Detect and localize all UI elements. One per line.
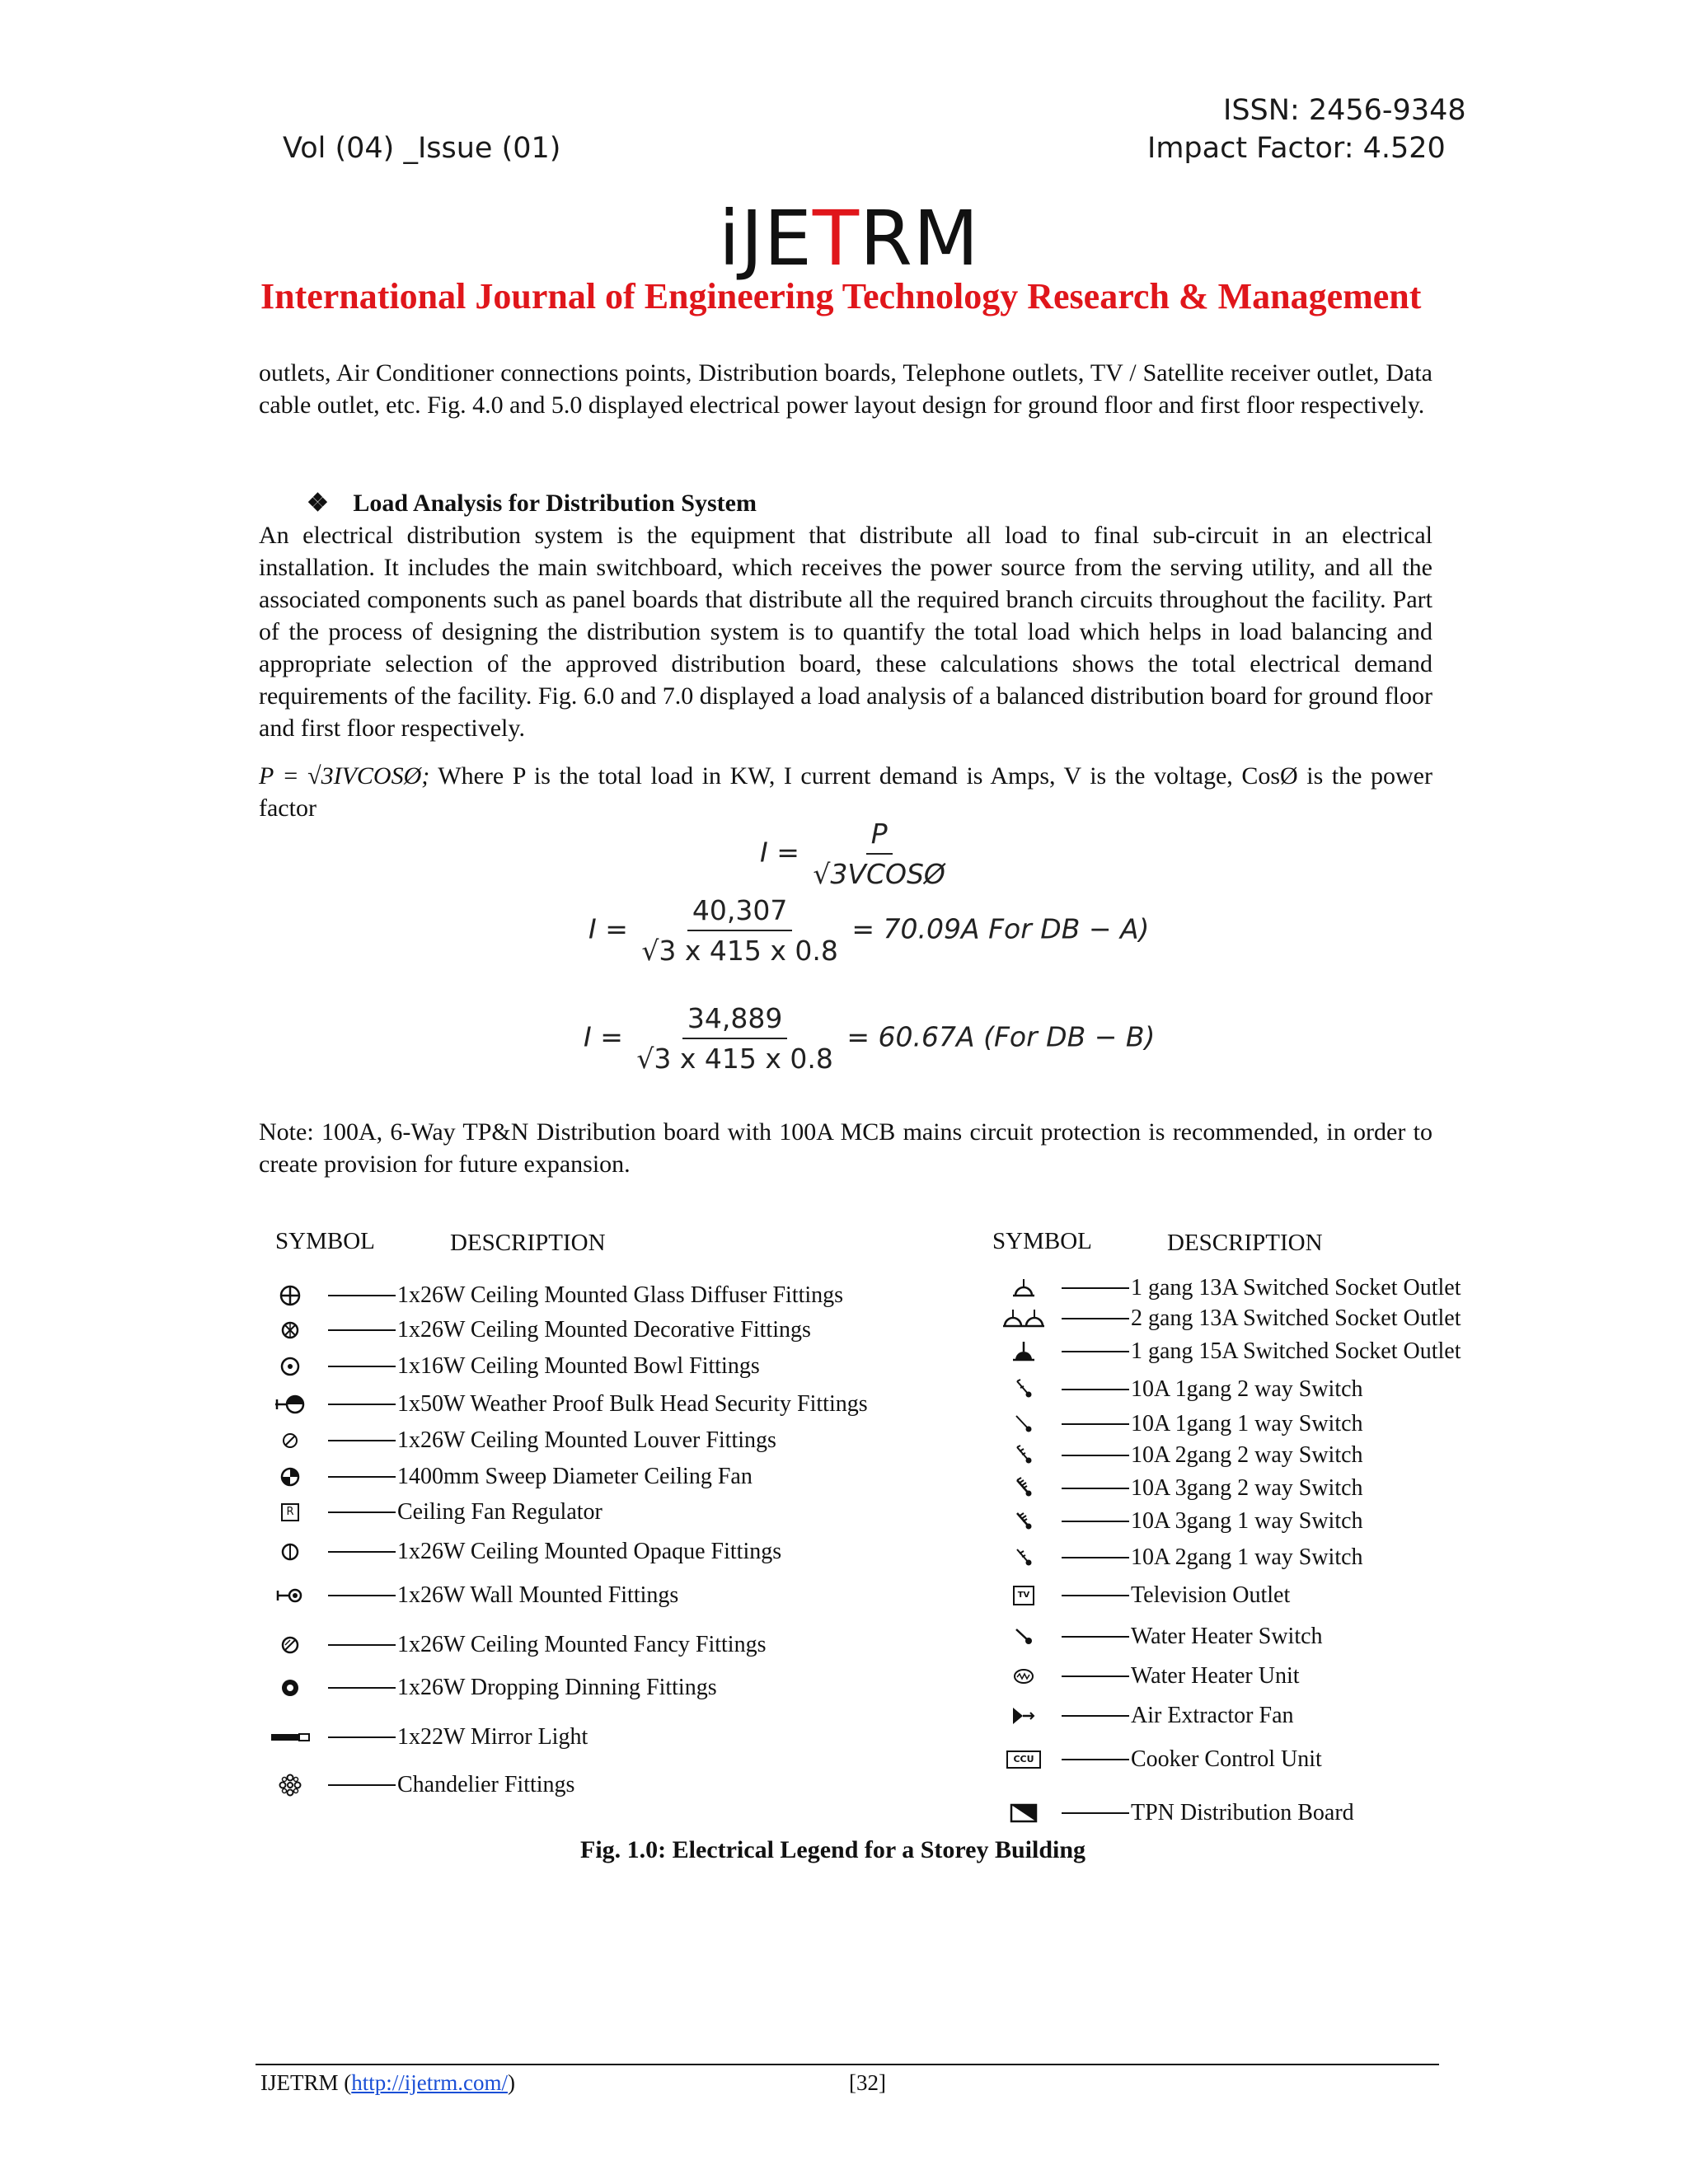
- fancy-fitting-icon: [265, 1631, 315, 1659]
- hatched-circle-icon: [265, 1316, 315, 1344]
- paragraph-formula: P = √3IVCOSØ; Where P is the total load in KW, I current demand is Amps, V is the voltage, CosØ is the power factor: [259, 762, 1432, 822]
- legend-row: Chandelier Fittings: [265, 1769, 574, 1802]
- socket-2gang-icon: [999, 1305, 1048, 1333]
- legend-row: 10A 2gang 2 way Switch: [999, 1439, 1363, 1472]
- legend-symbol-header-right: SYMBOL: [992, 1228, 1092, 1254]
- socket-15a-icon: [999, 1338, 1048, 1366]
- legend-row: Water Heater Unit: [999, 1660, 1300, 1693]
- legend-row: R Ceiling Fan Regulator: [265, 1496, 603, 1529]
- paragraph-note: Note: 100A, 6-Way TP&N Distribution board with 100A MCB mains circuit protection is recommended, in order to create provision for future expansion.: [259, 1118, 1432, 1178]
- diamond-bullet-icon: ❖: [307, 490, 329, 517]
- legend-row: 10A 1gang 1 way Switch: [999, 1408, 1363, 1441]
- circle-dot-icon: [265, 1352, 315, 1380]
- legend-row: TPN Distribution Board: [999, 1797, 1354, 1830]
- legend-description-header-left: DESCRIPTION: [450, 1230, 606, 1256]
- legend-row: 1x16W Ceiling Mounted Bowl Fittings: [265, 1350, 760, 1383]
- circle-slash-icon: [265, 1427, 315, 1455]
- paragraph-outlets: outlets, Air Conditioner connections points, Distribution boards, Telephone outlets, TV / Satellite receiver outlet, Data cable outlet, etc. Fig. 4.0 and 5.0 displayed electrical power layout design for ground floor and first floor respectively.: [259, 359, 1432, 419]
- legend-row: 10A 2gang 1 way Switch: [999, 1541, 1363, 1574]
- legend-row: 1x26W Ceiling Mounted Opaque Fittings: [265, 1535, 781, 1568]
- socket-1gang-icon: [999, 1274, 1048, 1302]
- tpn-board-icon: [999, 1799, 1048, 1827]
- issn-text: ISSN: 2456-9348: [1223, 94, 1466, 127]
- legend-row: 10A 1gang 2 way Switch: [999, 1373, 1363, 1406]
- legend-row: 1x26W Wall Mounted Fittings: [265, 1579, 678, 1612]
- switch-3g1w-icon: [999, 1507, 1048, 1535]
- impact-factor-text: Impact Factor: 4.520: [1147, 132, 1446, 165]
- journal-logo: iJETRM: [719, 194, 980, 283]
- legend-symbol-header-left: SYMBOL: [275, 1228, 375, 1254]
- journal-website-link[interactable]: http://ijetrm.com/: [351, 2070, 508, 2095]
- legend-row: 1x22W Mirror Light: [265, 1721, 588, 1754]
- regulator-icon: R: [265, 1498, 315, 1526]
- legend-row: 1 gang 15A Switched Socket Outlet: [999, 1335, 1461, 1368]
- dropping-fitting-icon: [265, 1674, 315, 1702]
- legend-row: 1x26W Ceiling Mounted Glass Diffuser Fittings: [265, 1279, 843, 1312]
- footer-rule: [256, 2064, 1439, 2065]
- extractor-fan-icon: [999, 1702, 1048, 1730]
- legend-row: 1x50W Weather Proof Bulk Head Security Fittings: [265, 1388, 868, 1421]
- legend-row: 1x26W Ceiling Mounted Louver Fittings: [265, 1424, 776, 1457]
- legend-row: 1400mm Sweep Diameter Ceiling Fan: [265, 1460, 753, 1493]
- figure-caption: Fig. 1.0: Electrical Legend for a Storey Building: [580, 1836, 1086, 1863]
- paragraph-distribution: An electrical distribution system is the equipment that distribute all load to final sub-circuit in an electrical installation. It includes the main switchboard, which receives the power source from the serving utility, and all the associated components such as panel boards that distribute all the required branch circuits throughout the facility. Part of the process of designing the distribution system is to quantify the total load which helps in load balancing and appropriate selection of the approved distribution board, these calculations shows the total electrical demand requirements of the facility. Fig. 6.0 and 7.0 displayed a load analysis of a balanced distribution board for ground floor and first floor respectively.: [259, 522, 1432, 742]
- volume-issue-text: Vol (04) _Issue (01): [283, 132, 561, 165]
- circle-cross-icon: [265, 1282, 315, 1310]
- section-heading: ❖ Load Analysis for Distribution System: [307, 490, 757, 517]
- opaque-fitting-icon: [265, 1538, 315, 1566]
- switch-3g2w-icon: [999, 1474, 1048, 1502]
- switch-1g1w-icon: [999, 1410, 1048, 1438]
- inline-formula: P = √3IVCOSØ;: [259, 762, 430, 790]
- legend-row: CCU Cooker Control Unit: [999, 1743, 1322, 1776]
- equation-db-b: I = $\frac{34,889}{√3 x 415 x 0.8}$ = 60.67A (For DB − B): [584, 1002, 1156, 1075]
- bulkhead-icon: [265, 1390, 315, 1418]
- legend-row: Water Heater Switch: [999, 1620, 1323, 1653]
- switch-2g1w-icon: [999, 1544, 1048, 1572]
- legend-row: 1x26W Ceiling Mounted Fancy Fittings: [265, 1629, 766, 1661]
- switch-1g2w-icon: [999, 1376, 1048, 1404]
- legend-row: 1x26W Dropping Dinning Fittings: [265, 1671, 717, 1704]
- page-number: [32]: [849, 2070, 886, 2095]
- legend-description-header-right: DESCRIPTION: [1167, 1230, 1323, 1256]
- mirror-light-icon: [265, 1723, 315, 1751]
- legend-row: 1x26W Ceiling Mounted Decorative Fittings: [265, 1314, 811, 1347]
- legend-row: 1 gang 13A Switched Socket Outlet: [999, 1272, 1461, 1305]
- tv-outlet-icon: TV: [999, 1582, 1048, 1610]
- switch-2g2w-icon: [999, 1441, 1048, 1469]
- wall-fitting-icon: [265, 1582, 315, 1610]
- water-heater-unit-icon: [999, 1662, 1048, 1690]
- chandelier-icon: [265, 1771, 315, 1799]
- legend-row: 10A 3gang 1 way Switch: [999, 1505, 1363, 1538]
- journal-title: International Journal of Engineering Technology Research & Management: [260, 276, 1422, 316]
- legend-row: 2 gang 13A Switched Socket Outlet: [999, 1302, 1461, 1335]
- equation-db-a: I = $\frac{40,307}{√3 x 415 x 0.8}$ = 70.09A For DB − A): [588, 894, 1150, 967]
- equation-current-formula: I = $\frac{P}{\text{√3VCOSØ}}$: [760, 818, 945, 890]
- cooker-unit-icon: CCU: [999, 1746, 1048, 1774]
- legend-row: TV Television Outlet: [999, 1579, 1290, 1612]
- legend-row: Air Extractor Fan: [999, 1699, 1294, 1732]
- footer-journal: IJETRM (http://ijetrm.com/): [260, 2070, 515, 2095]
- ceiling-fan-icon: [265, 1463, 315, 1491]
- legend-row: 10A 3gang 2 way Switch: [999, 1472, 1363, 1505]
- water-heater-switch-icon: [999, 1623, 1048, 1651]
